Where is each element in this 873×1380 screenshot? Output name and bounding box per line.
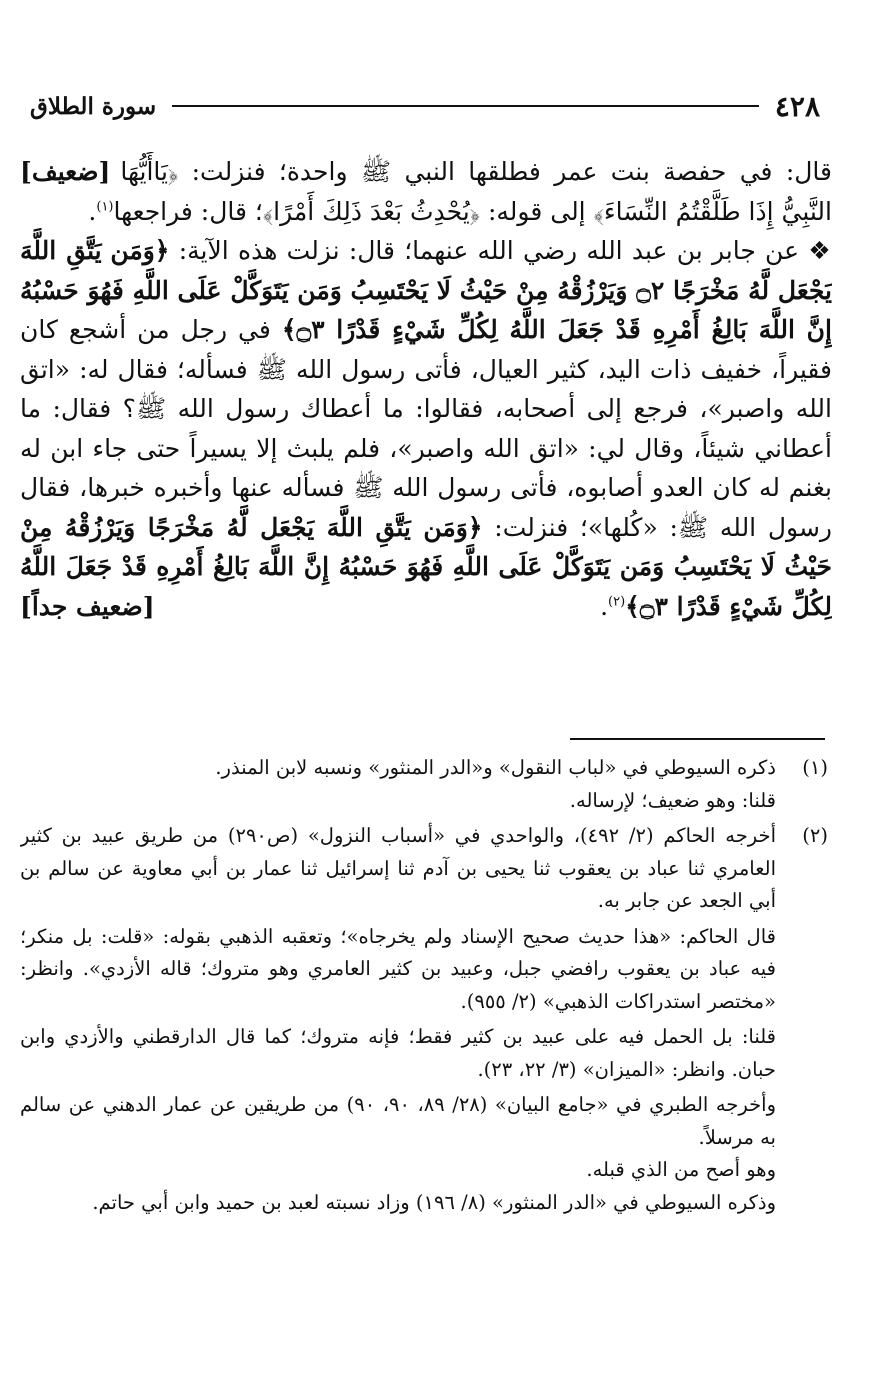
page-number: ٤٢٨: [774, 89, 820, 123]
footnote-2: [20, 820, 828, 1219]
footnote-paragraph: قلنا: بل الحمل فيه على عبيد بن كثير فقط؛ فإنه متروك؛ كما قال الدارقطني والأزدي وابن حبان. وانظر: «الميزان» (٣/ ٢٢، ٢٣).: [20, 1025, 776, 1081]
footnote-paragraph: قال الحاكم: «هذا حديث صحيح الإسناد ولم يخرجاه»؛ وتعقبه الذهبي بقوله: «قلت: بل منكر؛ فيه عباد بن يعقوب رافضي جبل، وعبيد بن كثير العامري وهو متروك؛ قاله الأزدي». وانظر: «مختصر استدراكات الذهبي» (٢/ ٩٥٥).: [20, 924, 776, 1013]
quran-verse: ﴿وَمَن يَتَّقِ اللَّهَ يَجْعَل لَّهُ مَخْرَجًا ۝٢ وَيَرْزُقْهُ مِنْ حَيْثُ لَا يَحْتَسِبُ وَمَن يَتَوَكَّلْ عَلَى اللَّهِ فَهُوَ حَسْبُهُ إِنَّ اللَّهَ بَالِغُ أَمْرِهِ قَدْ جَعَلَ اللَّهُ لِكُلِّ شَيْءٍ قَدْرًا ۝٣﴾: [20, 236, 832, 344]
paragraph-2: [20, 231, 832, 626]
main-text: [20, 152, 832, 727]
paragraph-2-lead: ❖ عن جابر بن عبد الله رضي الله عنهما؛ قال: نزلت هذه الآية:: [178, 236, 832, 265]
footnote-paragraph: وأخرجه الطبري في «جامع البيان» (٢٨/ ٨٩، ٩٠، ٩٠) من طريقين عن عمار الدهني عن سالم به مرسلاً.: [20, 1093, 776, 1149]
footnote-number: (٢): [802, 824, 828, 847]
paragraph-1-text: قال: في حفصة بنت عمر فطلقها النبي ﷺ واحدة؛ فنزلت: ﴿يَاأَيُّهَا النَّبِيُّ إِذَا طَلَّقْتُمُ النِّسَاءَ﴾ إلى قوله: ﴿يُحْدِثُ بَعْدَ ذَلِكَ أَمْرًا﴾؛ قال: فراجعها: [113, 157, 832, 226]
footnote-ref-1[interactable]: (١): [96, 199, 114, 215]
footnote-number: (١): [802, 756, 828, 779]
footnote-1: [20, 752, 828, 817]
footnote-ref-2[interactable]: (٢): [608, 594, 626, 610]
footnote-paragraph: وهو أصح من الذي قبله.: [586, 1158, 776, 1181]
paragraph-2-body: في رجل من أشجع كان فقيراً، خفيف ذات اليد، كثير العيال، فأتى رسول الله ﷺ فسأله؛ فقال له: «اتق الله واصبر»، فرجع إلى أصحابه، فقالوا: ما أعطاك رسول الله ﷺ؟ فقال: ما أعطاني شيئاً، وقال لي: «اتق الله واصبر»، فلم يلبث إلا يسيراً حتى جاء ابن له بغنم له كان العدو أصابوه، فأتى رسول الله ﷺ فسأله عنها وأخبره خبرها، فقال رسول الله ﷺ: «كُلها»؛ فنزلت:: [20, 315, 832, 542]
paragraph-1: [ضعيف] قال: في حفصة بنت عمر فطلقها النبي ﷺ واحدة؛ فنزلت: ﴿يَاأَيُّهَا النَّبِيُّ إِذَا طَلَّقْتُمُ النِّسَاءَ﴾ إلى قوله: ﴿يُحْدِثُ بَعْدَ ذَلِكَ أَمْرًا﴾؛ قال: فراجعها$^{(١)}$.: [20, 152, 832, 231]
footnote-line: قلنا: وهو ضعيف؛ لإرساله.: [569, 788, 776, 812]
paragraph-2-end: .: [600, 591, 609, 621]
footnote-line: ذكره السيوطي في «لباب النقول» و«الدر المنثور» ونسبه لابن المنذر.: [215, 756, 776, 779]
chapter-title: سورة الطلاق: [30, 92, 157, 120]
footnote-paragraph: أخرجه الحاكم (٢/ ٤٩٢)، والواحدي في «أسباب النزول» (ص٢٩٠) من طريق عبيد بن كثير العامري ثنا عباد بن يعقوب ثنا يحيى بن آدم ثنا إسرائيل ثنا عمار بن أبي معاوية عن سالم بن أبي الجعد عن جابر به.: [20, 824, 776, 912]
grade-label-2: [ضعيف جداً]: [20, 591, 155, 621]
quran-verse-2: ﴿وَمَن يَتَّقِ اللَّهَ يَجْعَل لَّهُ مَخْرَجًا وَيَرْزُقْهُ مِنْ حَيْثُ لَا يَحْتَسِبُ وَمَن يَتَوَكَّلْ عَلَى اللَّهِ فَهُوَ حَسْبُهُ إِنَّ اللَّهَ بَالِغُ أَمْرِهِ قَدْ جَعَلَ اللَّهُ لِكُلِّ شَيْءٍ قَدْرًا ۝٣﴾: [20, 512, 832, 621]
footnote-paragraph: وذكره السيوطي في «الدر المنثور» (٨/ ١٩٦) وزاد نسبته لعبد بن حميد وابن أبي حاتم.: [92, 1190, 776, 1214]
header-rule: [172, 105, 759, 107]
footnote-separator: [570, 738, 825, 740]
grade-label: [ضعيف]: [20, 157, 111, 186]
footnotes: [20, 752, 828, 1332]
page-header: [30, 86, 820, 126]
